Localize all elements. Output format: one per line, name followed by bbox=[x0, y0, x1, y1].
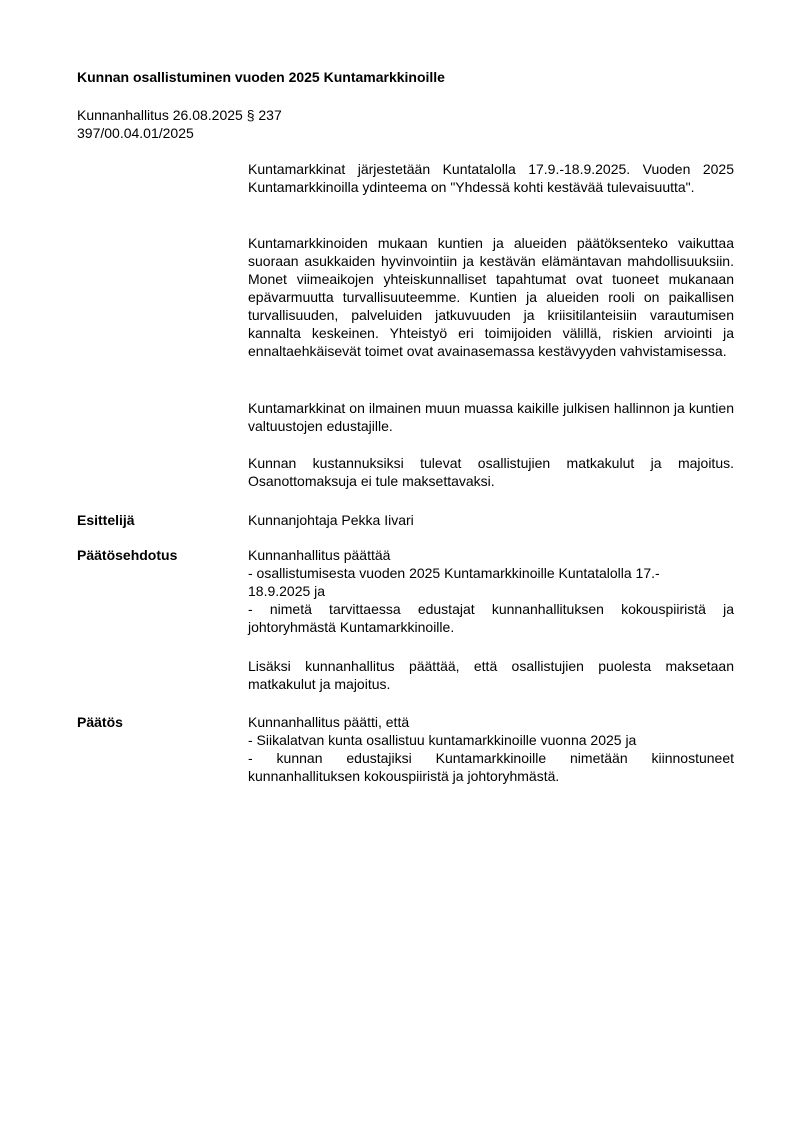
meeting-info: Kunnanhallitus 26.08.2025 § 237 bbox=[77, 107, 282, 123]
esittelija-text: Kunnanjohtaja Pekka Iivari bbox=[248, 512, 414, 528]
document-title: Kunnan osallistuminen vuoden 2025 Kuntamarkkinoille bbox=[77, 69, 445, 85]
paatosehdotus-line-3: 18.9.2025 ja bbox=[248, 583, 326, 599]
paatos-label: Päätös bbox=[77, 714, 123, 730]
paatosehdotus-line-2: - osallistumisesta vuoden 2025 Kuntamarkkinoille Kuntatalolla 17.- bbox=[248, 565, 660, 581]
paatosehdotus-block bbox=[248, 546, 734, 636]
paatos-line-3: - kunnan edustajiksi Kuntamarkkinoille nimetään kiinnostuneet kunnanhallituksen kokouspiiristä ja johtoryhmästä. bbox=[248, 750, 734, 784]
paragraph-2: Kuntamarkkinoiden mukaan kuntien ja alueiden päätöksenteko vaikuttaa suoraan asukkaiden hyvinvointiin ja kestävän elämäntavan mahdollisuuksiin. Monet viimeaikojen yhteiskunnalliset tapahtumat ovat tuoneet mukanaan epävarmuutta turvallisuuteemme. Kuntien ja alueiden rooli on paikallisen turvallisuuden, palveluiden jatkuvuuden ja kriisitilanteisiin varautumisen kannalta keskeinen. Yhteistyö eri toimijoiden välillä, riskien arviointi ja ennaltaehkäisevät toimet ovat avainasemassa kestävyyden vahvistamisessa. bbox=[248, 235, 734, 359]
paatosehdotus-extra: Lisäksi kunnanhallitus päättää, että osallistujien puolesta maksetaan matkakulut ja majoitus. bbox=[248, 658, 734, 692]
paatos-line-1: Kunnanhallitus päätti, että bbox=[248, 714, 410, 730]
paatosehdotus-label: Päätösehdotus bbox=[77, 547, 178, 563]
paatos-line-2: - Siikalatvan kunta osallistuu kuntamarkkinoille vuonna 2025 ja bbox=[248, 732, 637, 748]
esittelija-label: Esittelijä bbox=[77, 512, 135, 528]
paatosehdotus-line-1: Kunnanhallitus päättää bbox=[248, 547, 391, 563]
meeting-meta bbox=[77, 106, 282, 142]
case-number: 397/00.04.01/2025 bbox=[77, 125, 194, 141]
paragraph-1: Kuntamarkkinat järjestetään Kuntatalolla 17.9.-18.9.2025. Vuoden 2025 Kuntamarkkinoilla ydinteema on "Yhdessä kohti kestävää tulevaisuutta". bbox=[248, 161, 734, 195]
paatos-block bbox=[248, 713, 734, 785]
paragraph-4: Kunnan kustannuksiksi tulevat osallistujien matkakulut ja majoitus. Osanottomaksuja ei tule maksettavaksi. bbox=[248, 455, 734, 489]
paragraph-3: Kuntamarkkinat on ilmainen muun muassa kaikille julkisen hallinnon ja kuntien valtuustojen edustajille. bbox=[248, 400, 734, 434]
paatosehdotus-line-4: - nimetä tarvittaessa edustajat kunnanhallituksen kokouspiiristä ja johtoryhmästä Kuntamarkkinoille. bbox=[248, 601, 734, 635]
